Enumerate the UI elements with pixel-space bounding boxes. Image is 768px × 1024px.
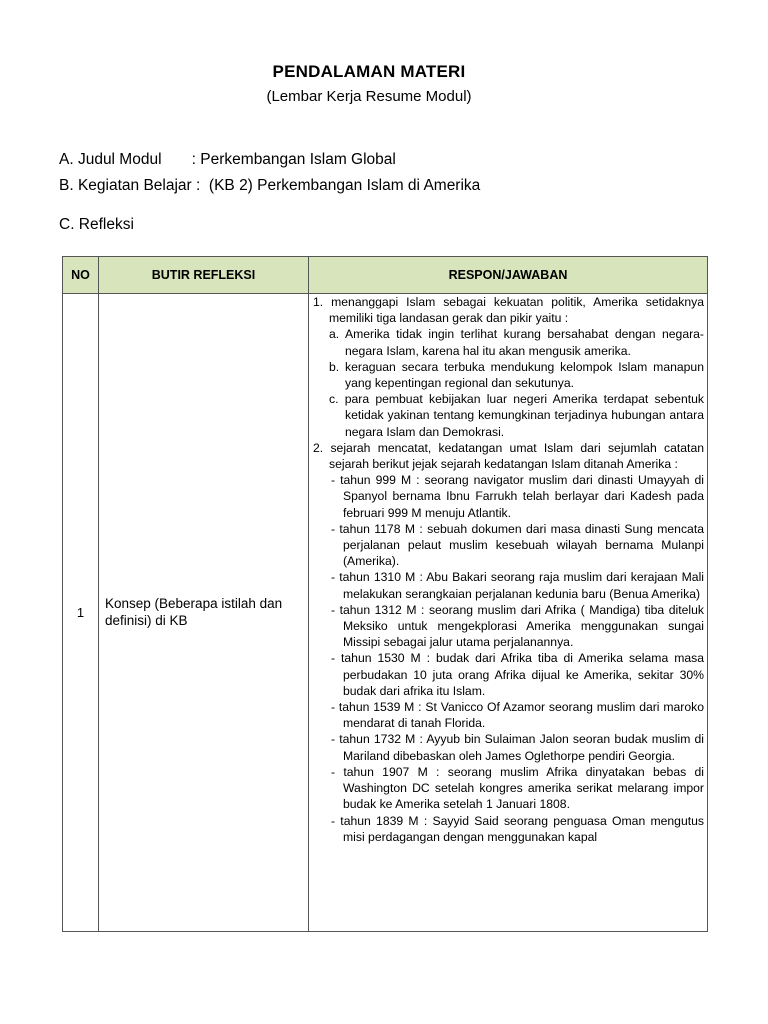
page-title: PENDALAMAN MATERI bbox=[272, 62, 466, 81]
history-entry: - tahun 1907 M : seorang muslim Afrika dinyatakan bebas di Washington DC setelah kongres amerika serikat melarang impor budak ke Amerika setelah 1 Januari 1808. bbox=[331, 764, 704, 812]
reflection-item: Konsep (Beberapa istilah dan definisi) di KB bbox=[99, 294, 309, 932]
response-point: 2. sejarah mencatat, kedatangan umat Islam dari sejumlah catatan sejarah berikut jejak sejarah kedatangan Islam ditanah Amerika : bbox=[313, 440, 704, 472]
response-point: 1. menanggapi Islam sebagai kekuatan politik, Amerika setidaknya memiliki tiga landasan gerak dan pikir yaitu : bbox=[313, 295, 704, 326]
module-title-line: A. Judul Modul : Perkembangan Islam Global bbox=[59, 151, 396, 168]
reflection-table bbox=[62, 256, 708, 932]
history-entry: - tahun 1310 M : Abu Bakari seorang raja muslim dari kerajaan Mali melakukan serangkaian perjalanan kedunia baru (Benua Amerika) bbox=[331, 570, 704, 601]
response-subpoint: c. para pembuat kebijakan luar negeri Amerika terdapat sebentuk ketidak yakinan tentang kemungkinan terjadinya hubungan antara negara Islam dan Demokrasi. bbox=[329, 392, 704, 439]
learning-activity-line: B. Kegiatan Belajar : (KB 2) Perkembangan Islam di Amerika bbox=[59, 177, 481, 194]
history-entry: - tahun 999 M : seorang navigator muslim dari dinasti Umayyah di Spanyol bernama Ibnu Farrukh telah berlayar dari Kadesh pada februari 999 M menuju Atlantik. bbox=[331, 473, 704, 520]
history-entry: - tahun 1732 M : Ayyub bin Sulaiman Jalon seoran budak muslim di Mariland dibebaskan oleh James Oglethorpe pendiri Georgia. bbox=[331, 732, 704, 763]
history-entry: - tahun 1530 M : budak dari Afrika tiba di Amerika selama masa perbudakan 10 juta orang Afrika dijual ke Amerika, sekitar 30% budak dari afrika itu Islam. bbox=[331, 651, 704, 698]
history-entry: - tahun 1539 M : St Vanicco Of Azamor seorang muslim dari maroko mendarat di tanah Florida. bbox=[331, 700, 704, 731]
header-respon-jawaban: RESPON/JAWABAN bbox=[309, 257, 708, 294]
page-subtitle: (Lembar Kerja Resume Modul) bbox=[266, 88, 472, 105]
history-entry: - tahun 1178 M : sebuah dokumen dari masa dinasti Sung mencata perjalanan pelaut muslim kesebuah wilayah bernama Mulanpi (Amerika). bbox=[331, 521, 704, 569]
history-entry: - tahun 1839 M : Sayyid Said seorang penguasa Oman mengutus misi perdagangan dengan menggunakan kapal bbox=[331, 813, 704, 844]
header-no: NO bbox=[63, 257, 99, 294]
response-subpoint: a. Amerika tidak ingin terlihat kurang bersahabat dengan negara-negara Islam, karena hal itu akan mengusik amerika. bbox=[329, 327, 704, 358]
table-row bbox=[63, 294, 708, 932]
response-subpoint: b. keraguan secara terbuka mendukung kelompok Islam manapun yang kepentingan regional dan sekutunya. bbox=[329, 359, 704, 391]
response-cell bbox=[309, 294, 708, 932]
header-butir-refleksi: BUTIR REFLEKSI bbox=[99, 257, 309, 294]
table-header-row bbox=[63, 257, 708, 294]
history-entry: - tahun 1312 M : seorang muslim dari Afrika ( Mandiga) tiba diteluk Meksiko untuk mengekplorasi Amerika menggunakan sungai Missipi sebagai jalur utama perjalanannya. bbox=[331, 602, 704, 650]
reflection-heading: C. Refleksi bbox=[59, 216, 134, 233]
row-number: 1 bbox=[63, 294, 99, 932]
